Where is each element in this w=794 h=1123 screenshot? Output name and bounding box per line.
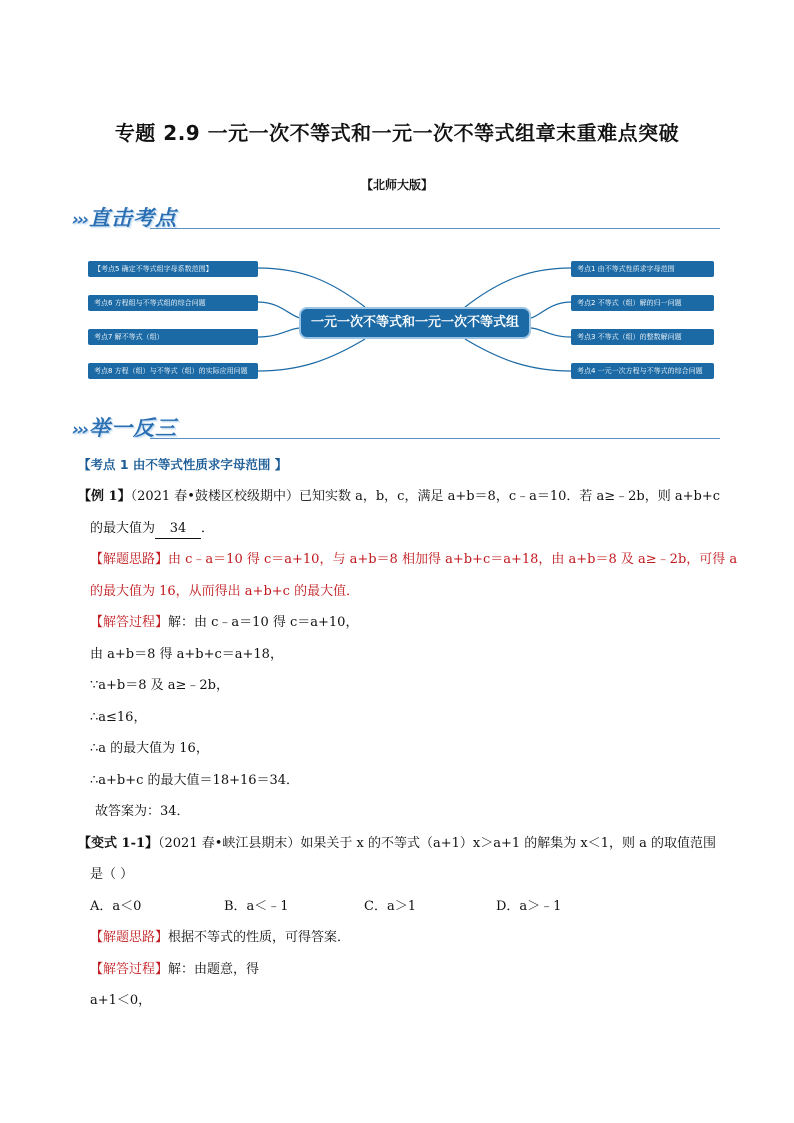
solve-label: 【解答过程】 <box>90 962 169 977</box>
solve-line <box>90 961 259 979</box>
example-tag: 【例 1】 <box>78 489 131 504</box>
mindmap-node-kaodian3: 考点3 不等式（组）的整数解问题 <box>571 329 714 345</box>
variant-text: （2021 春•峡江县期末）如果关于 x 的不等式（a+1）x＞a+1 的解集为 x＜1，则 a 的取值范围 <box>158 836 717 851</box>
variant-line: 是（ ） <box>90 867 134 882</box>
mindmap-node-kaodian1: 考点1 由不等式性质求字母范围 <box>571 261 714 277</box>
mindmap-node-kaodian5: 【考点5 确定不等式组字母系数范围】 <box>88 261 258 277</box>
example-1-line <box>90 520 214 539</box>
section-heading-text: 举一反三 <box>89 416 178 440</box>
think-label: 【解题思路】 <box>90 552 169 567</box>
option-a: A．a＜0 <box>90 899 142 914</box>
arrows-icon: ››› <box>72 420 88 440</box>
mindmap-connectors <box>0 0 794 420</box>
answer-blank: 34 <box>155 520 201 539</box>
think-line <box>90 551 737 569</box>
think-line <box>90 929 350 947</box>
page-title: 专题 2.9 一元一次不等式和一元一次不等式组章末重难点突破 <box>114 121 680 145</box>
section-divider <box>150 438 720 439</box>
mindmap-node-kaodian2: 考点2 不等式（组）解的归一问题 <box>571 295 714 311</box>
option-d: D．a＞﹣1 <box>496 899 562 914</box>
variant-line <box>78 835 716 853</box>
solve-line: ∴a+b+c 的最大值＝18+16＝34． <box>90 773 300 788</box>
solve-line: 由 a+b＝8 得 a+b+c＝a+18， <box>90 647 283 662</box>
mindmap-node-kaodian7: 考点7 解不等式（组） <box>88 329 258 345</box>
edition-label: 【北师大版】 <box>360 178 433 192</box>
think-line: 的最大值为 16，从而得出 a+b+c 的最大值． <box>90 584 360 599</box>
solve-line: a+1＜0， <box>90 993 152 1008</box>
solve-text: 解：由题意，得 <box>168 962 260 977</box>
solve-line: ∵a+b＝8 及 a≥﹣2b， <box>90 678 230 693</box>
option-c: C．a＞1 <box>364 899 416 914</box>
solve-label: 【解答过程】 <box>90 615 169 630</box>
solve-text: 解：由 c﹣a＝10 得 c＝a+10， <box>168 615 359 630</box>
think-label: 【解题思路】 <box>90 930 169 945</box>
mindmap-node-kaodian6: 考点6 方程组与不等式组的综合问题 <box>88 295 258 311</box>
final-answer: 故答案为：34． <box>95 804 190 819</box>
example-text: 的最大值为 <box>90 521 156 536</box>
mindmap-node-kaodian8: 考点8 方程（组）与不等式（组）的实际应用问题 <box>88 363 258 379</box>
mindmap-center: 一元一次不等式和一元一次不等式组 <box>299 307 531 339</box>
option-b: B．a＜﹣1 <box>224 899 289 914</box>
example-text: ． <box>201 521 215 536</box>
variant-tag: 【变式 1-1】 <box>78 836 159 851</box>
section-heading-text: 直击考点 <box>89 206 178 230</box>
think-text: 由 c﹣a＝10 得 c＝a+10，与 a+b＝8 相加得 a+b+c＝a+18，由 a+b＝8 及 a≥﹣2b，可得 a <box>168 552 738 567</box>
kaodian-heading: 【考点 1 由不等式性质求字母范围 】 <box>78 457 288 472</box>
arrows-icon: ››› <box>72 210 88 230</box>
solve-line: ∴a≤16， <box>90 710 147 725</box>
example-text: （2021 春•鼓楼区校级期中）已知实数 a，b，c，满足 a+b＝8，c﹣a＝10．若 a≥﹣2b，则 a+b+c <box>130 489 721 504</box>
solve-line <box>90 614 358 632</box>
example-1-line <box>78 488 720 506</box>
solve-line: ∴a 的最大值为 16， <box>90 741 209 756</box>
think-text: 根据不等式的性质，可得答案． <box>168 930 351 945</box>
mindmap-node-kaodian4: 考点4 一元一次方程与不等式的综合问题 <box>571 363 714 379</box>
